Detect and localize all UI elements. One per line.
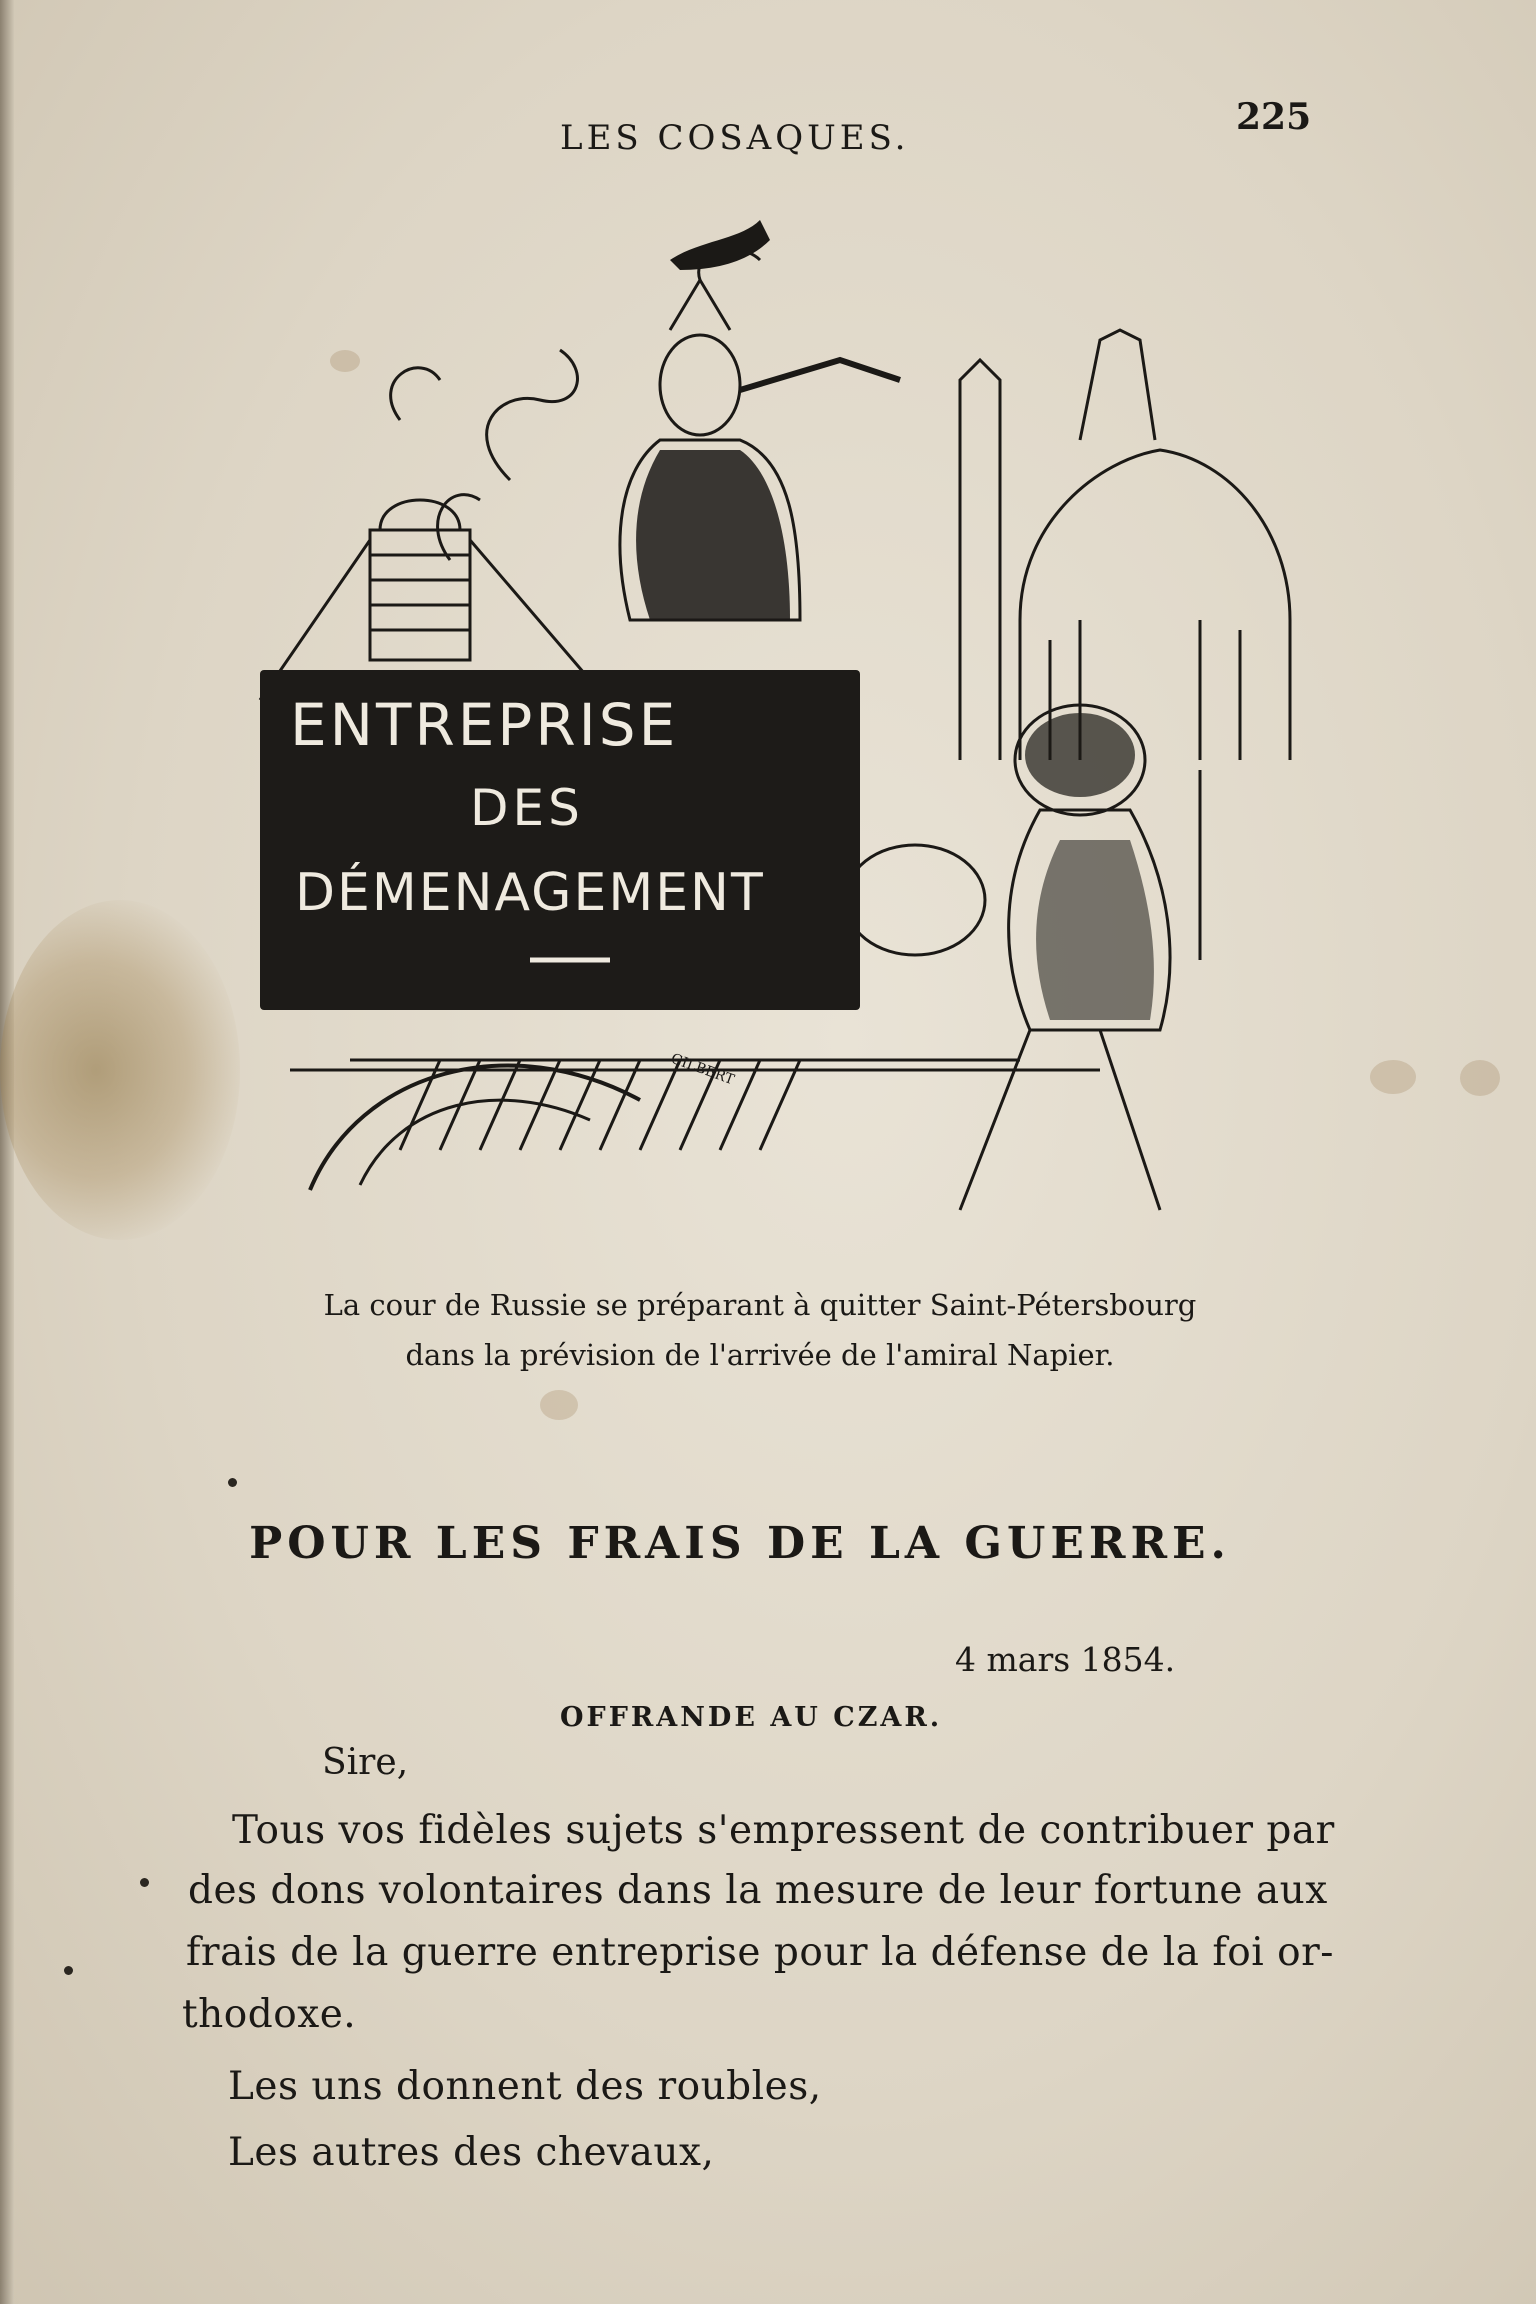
sign-line-3: DÉMENAGEMENT: [295, 863, 765, 923]
margin-dot: [228, 1478, 237, 1487]
caption-line-2: dans la prévision de l'arrivée de l'amiral Napier.: [405, 1338, 1115, 1372]
engraving-illustration: [200, 200, 1320, 1240]
section-title: POUR LES FRAIS DE LA GUERRE.: [249, 1518, 1231, 1569]
body-line: des dons volontaires dans la mesure de leur fortune aux: [188, 1868, 1328, 1913]
caption-line-1: La cour de Russie se préparant à quitter Saint-Pétersbourg: [323, 1288, 1197, 1322]
running-title: LES COSAQUES.: [560, 118, 910, 158]
page-number: 225: [1236, 96, 1312, 138]
body-line: Les uns donnent des roubles,: [228, 2064, 822, 2109]
foxing-spot: [540, 1390, 578, 1420]
margin-dot: [140, 1878, 149, 1887]
sign-line-2: DES: [470, 779, 584, 837]
margin-dot: [64, 1966, 73, 1975]
foxing-spot: [1370, 1060, 1416, 1094]
sign-line-1: ENTREPRISE: [290, 691, 679, 759]
body-line: Tous vos fidèles sujets s'empressent de contribuer par: [232, 1808, 1335, 1853]
salutation: Sire,: [322, 1742, 409, 1783]
page-edge: [0, 0, 14, 2304]
body-line: frais de la guerre entreprise pour la défense de la foi or-: [186, 1930, 1334, 1975]
body-line: thodoxe.: [182, 1992, 357, 2037]
date-line: 4 mars 1854.: [955, 1640, 1176, 1679]
foxing-spot: [1460, 1060, 1500, 1096]
subheading: OFFRANDE AU CZAR.: [560, 1702, 943, 1733]
artist-signature: GILBERT: [668, 1050, 737, 1089]
body-line: Les autres des chevaux,: [228, 2130, 715, 2175]
